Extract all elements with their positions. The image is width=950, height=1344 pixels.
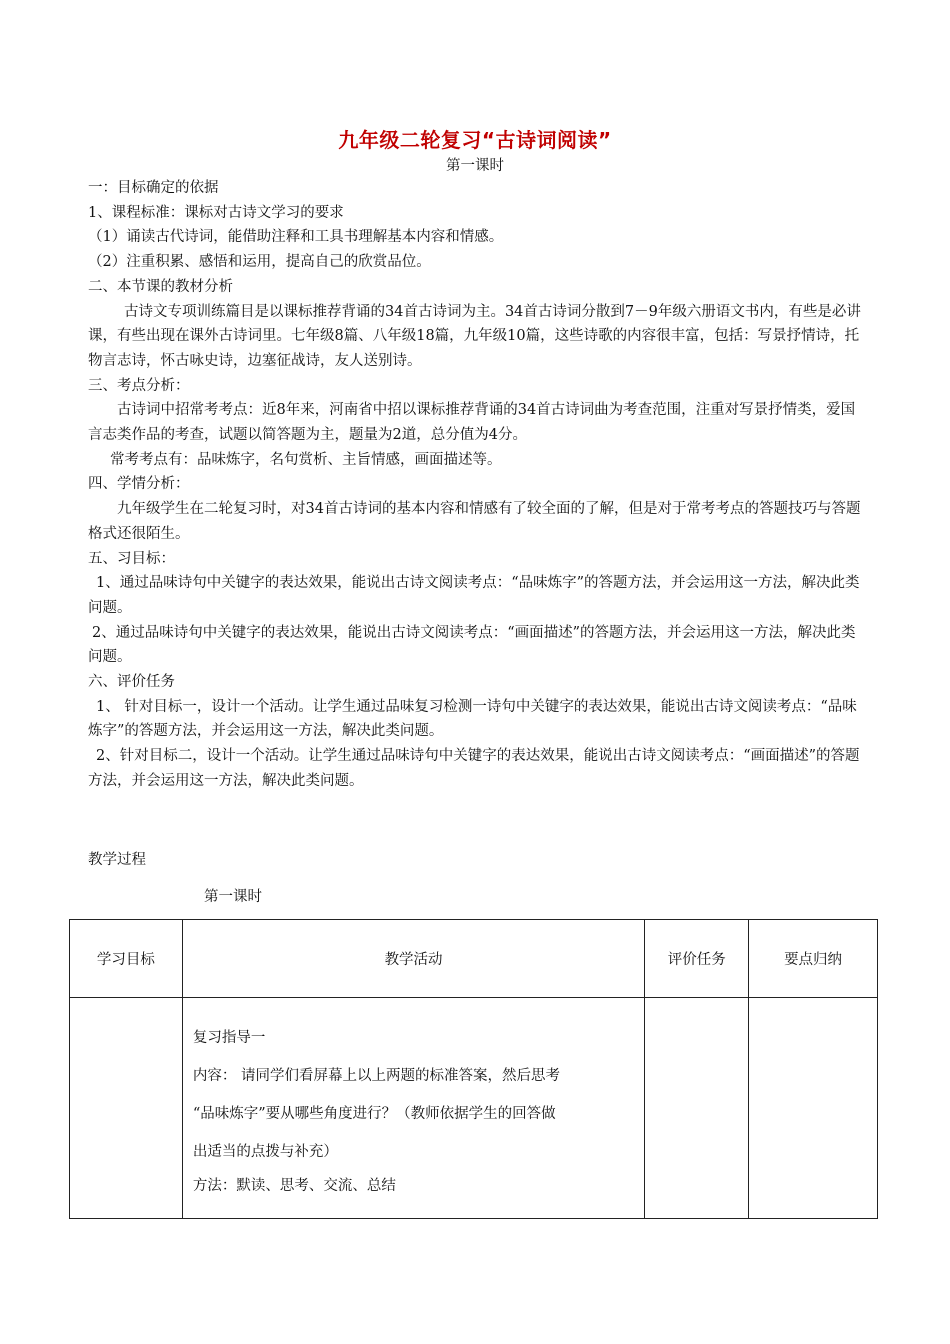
section-5-item-2: 2、通过品味诗句中关键字的表达效果，能说出古诗文阅读考点：“画面描述”的答题方法，并会运用这一方法，解决此类问题。 bbox=[88, 624, 856, 666]
document-title: 九年级二轮复习“古诗词阅读” bbox=[338, 128, 612, 152]
cell-activity bbox=[182, 998, 644, 1219]
section-1-item-2: （1）诵读古代诗词，能借助注释和工具书理解基本内容和情感。 bbox=[88, 229, 504, 246]
activity-method: 方法：默读、思考、交流、总结 bbox=[192, 1178, 396, 1194]
cell-summary bbox=[749, 998, 878, 1219]
lesson-table bbox=[69, 919, 878, 1219]
activity-content-line-2: “品味炼字”要从哪些角度进行？（教师依据学生的回答做 bbox=[192, 1106, 556, 1122]
process-lesson: 第一课时 bbox=[204, 889, 262, 905]
cell-goal bbox=[70, 998, 183, 1219]
section-1-item-1: 1、课程标准：课标对古诗文学习的要求 bbox=[88, 204, 344, 221]
table-header-activity: 教学活动 bbox=[182, 920, 644, 998]
section-heading-6: 六、评价任务 bbox=[88, 674, 175, 691]
section-heading-4: 四、学情分析： bbox=[88, 476, 190, 493]
activity-content-line-3: 出适当的点拨与补充） bbox=[192, 1144, 338, 1160]
activity-title: 复习指导一 bbox=[192, 1030, 266, 1046]
cell-task bbox=[645, 998, 749, 1219]
table-row bbox=[70, 998, 878, 1219]
section-heading-5: 五、习目标： bbox=[88, 550, 175, 567]
process-heading: 教学过程 bbox=[88, 852, 146, 868]
section-heading-1: 一：目标确定的依据 bbox=[88, 180, 219, 196]
section-heading-3: 三、考点分析： bbox=[88, 377, 190, 394]
document-body bbox=[88, 176, 863, 794]
document-subtitle: 第一课时 bbox=[446, 158, 504, 174]
table-header-task: 评价任务 bbox=[645, 920, 749, 998]
table-header-goal: 学习目标 bbox=[70, 920, 183, 998]
section-5-item-1: 1、通过品味诗句中关键字的表达效果，能说出古诗文阅读考点：“品味炼字”的答题方法，并会运用这一方法，解决此类问题。 bbox=[88, 575, 860, 616]
section-3-paragraph-1: 古诗词中招常考考点：近8年来，河南省中招以课标推荐背诵的34首古诗词曲为考查范围，注重对写景抒情类，爱国言志类作品的考查，试题以简答题为主，题量为2道，总分值为4分。 bbox=[88, 402, 856, 444]
section-heading-2: 二、本节课的教材分析 bbox=[88, 278, 233, 295]
table-header-summary: 要点归纳 bbox=[749, 920, 878, 998]
activity-content-line-1: 内容： 请同学们看屏幕上以上两题的标准答案，然后思考 bbox=[192, 1068, 560, 1084]
section-2-paragraph: 古诗文专项训练篇目是以课标推荐背诵的34首古诗词为主。34首古诗词分散到7－9年级六册语文书内，有些是必讲课，有些出现在课外古诗词里。七年级8篇、八年级18篇，九年级10篇，这些诗歌的内容很丰富，包括：写景抒情诗，托物言志诗，怀古咏史诗，边塞征战诗，友人送别诗。 bbox=[88, 303, 861, 369]
section-4-paragraph: 九年级学生在二轮复习时，对34首古诗词的基本内容和情感有了较全面的了解，但是对于常考考点的答题技巧与答题格式还很陌生。 bbox=[88, 501, 861, 542]
section-6-item-1: 1、 针对目标一，设计一个活动。让学生通过品味复习检测一诗句中关键字的表达效果，能说出古诗文阅读考点：“品味炼字”的答题方法，并会运用这一方法，解决此类问题。 bbox=[88, 698, 857, 740]
section-6-item-2: 2、针对目标二，设计一个活动。让学生通过品味诗句中关键字的表达效果，能说出古诗文阅读考点：“画面描述”的答题方法，并会运用这一方法，解决此类问题。 bbox=[88, 748, 860, 789]
section-1-item-3: （2）注重积累、感悟和运用，提高自己的欣赏品位。 bbox=[88, 254, 431, 271]
section-3-paragraph-2: 常考考点有：品味炼字，名句赏析、主旨情感，画面描述等。 bbox=[110, 451, 502, 468]
table-header-row bbox=[70, 920, 878, 998]
